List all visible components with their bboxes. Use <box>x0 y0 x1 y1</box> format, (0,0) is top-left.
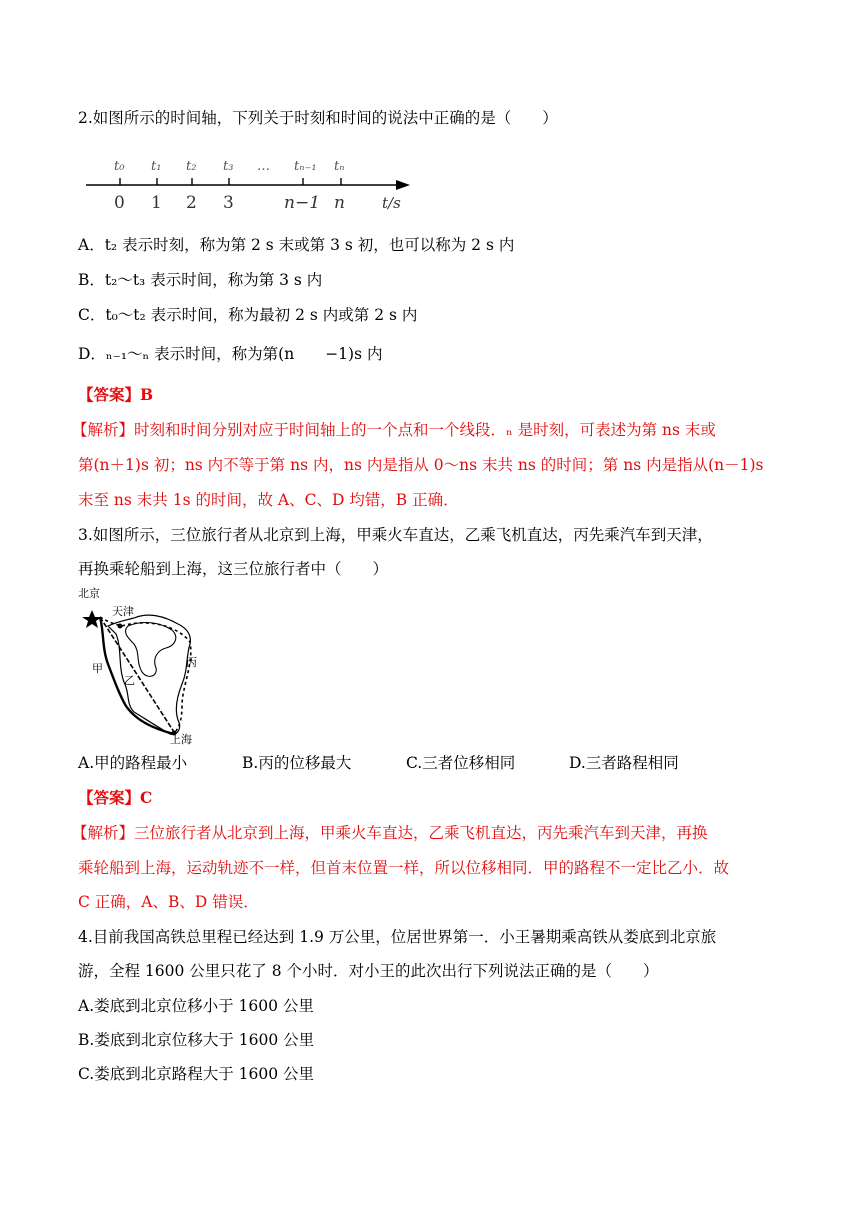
q2-option-b: B．t₂～t₃ 表示时间，称为第 3 s 内 <box>78 271 323 289</box>
q4-option-b: B.娄底到北京位移大于 1600 公里 <box>78 1031 315 1049</box>
q3-option-b: B.丙的位移最大 <box>242 754 352 772</box>
tick-number-2: 2 <box>186 193 197 213</box>
tick-label-t1: t₁ <box>151 159 162 174</box>
tick-number-0: 0 <box>114 193 125 213</box>
tick-label-t0: t₀ <box>114 159 125 174</box>
route-jia <box>100 617 174 734</box>
q2-option-c: C．t₀～t₂ 表示时间，称为最初 2 s 内或第 2 s 内 <box>78 306 418 324</box>
tick-label-t3: t₃ <box>223 159 234 174</box>
q3-option-a: A.甲的路程最小 <box>78 754 188 772</box>
q2-stem: 2.如图所示的时间轴，下列关于时刻和时间的说法中正确的是（ ） <box>78 109 558 127</box>
tick-number-1: 1 <box>151 193 162 213</box>
bay-outline <box>126 623 176 677</box>
q2-option-d: D．ₙ₋₁～ₙ 表示时间，称为第(n −1)s 内 <box>78 345 383 363</box>
label-shanghai: 上海 <box>170 733 192 746</box>
q3-stem-line1: 3.如图所示，三位旅行者从北京到上海，甲乘火车直达，乙乘飞机直达，丙先乘汽车到天津， <box>78 526 713 544</box>
q3-stem-line2: 再换乘轮船到上海，这三位旅行者中（ ） <box>78 560 389 578</box>
q3-explanation-line1: 【解析】三位旅行者从北京到上海，甲乘火车直达，乙乘飞机直达，丙先乘汽车到天津，再换 <box>72 824 708 842</box>
coastline <box>108 615 190 734</box>
route-map-figure <box>78 586 218 746</box>
label-bing: 丙 <box>186 656 197 669</box>
axis-arrow-icon <box>396 180 410 190</box>
tick-number-n: n <box>334 193 345 213</box>
tick-number-3: 3 <box>223 193 234 213</box>
q3-option-d: D.三者路程相同 <box>569 754 679 772</box>
tick-number-n-1: n−1 <box>284 193 321 213</box>
q2-explanation-line2: 第(n＋1)s 初；ns 内不等于第 ns 内，ns 内是指从 0～ns 末共 ns 的时间；第 ns 内是指从(n－1)s <box>78 456 764 474</box>
q2-explanation-line3: 末至 ns 末共 1s 的时间，故 A、C、D 均错，B 正确． <box>78 491 459 509</box>
label-yi: 乙 <box>124 674 135 687</box>
q3-explanation-line3: C 正确，A、B、D 错误． <box>78 893 259 911</box>
q3-answer: 【答案】C <box>78 788 153 807</box>
label-jia: 甲 <box>92 662 103 675</box>
q2-explanation-line1: 【解析】时刻和时间分别对应于时间轴上的一个点和一个线段．ₙ 是时刻，可表述为第 ns 末或 <box>72 421 716 439</box>
q3-option-c: C.三者位移相同 <box>406 754 516 772</box>
label-tianjin: 天津 <box>112 605 134 618</box>
tick-label-tn-1: tₙ₋₁ <box>294 159 317 174</box>
q4-stem-line2: 游，全程 1600 公里只花了 8 个小时．对小王的此次出行下列说法正确的是（ ） <box>78 962 659 980</box>
q4-stem-line1: 4.目前我国高铁总里程已经达到 1.9 万公里，位居世界第一．小王暑期乘高铁从娄底到北京旅 <box>78 928 717 946</box>
tick-label-tn: tₙ <box>334 159 345 174</box>
axis-unit: t/s <box>382 194 401 212</box>
time-axis-figure <box>84 150 414 214</box>
beijing-star-icon <box>82 610 102 628</box>
tick-label-t2: t₂ <box>186 159 197 174</box>
tianjin-dot-icon <box>118 624 123 629</box>
q4-option-c: C.娄底到北京路程大于 1600 公里 <box>78 1065 315 1083</box>
q3-options <box>78 752 679 774</box>
tick-label-ellipsis: … <box>257 159 270 174</box>
q2-option-a: A．t₂ 表示时刻，称为第 2 s 末或第 3 s 初，也可以称为 2 s 内 <box>78 236 515 254</box>
q4-option-a: A.娄底到北京位移小于 1600 公里 <box>78 997 314 1015</box>
label-beijing: 北京 <box>78 587 100 600</box>
q2-answer: 【答案】B <box>78 385 154 404</box>
q3-explanation-line2: 乘轮船到上海，运动轨迹不一样，但首末位置一样，所以位移相同．甲的路程不一定比乙小．故 <box>78 859 730 877</box>
